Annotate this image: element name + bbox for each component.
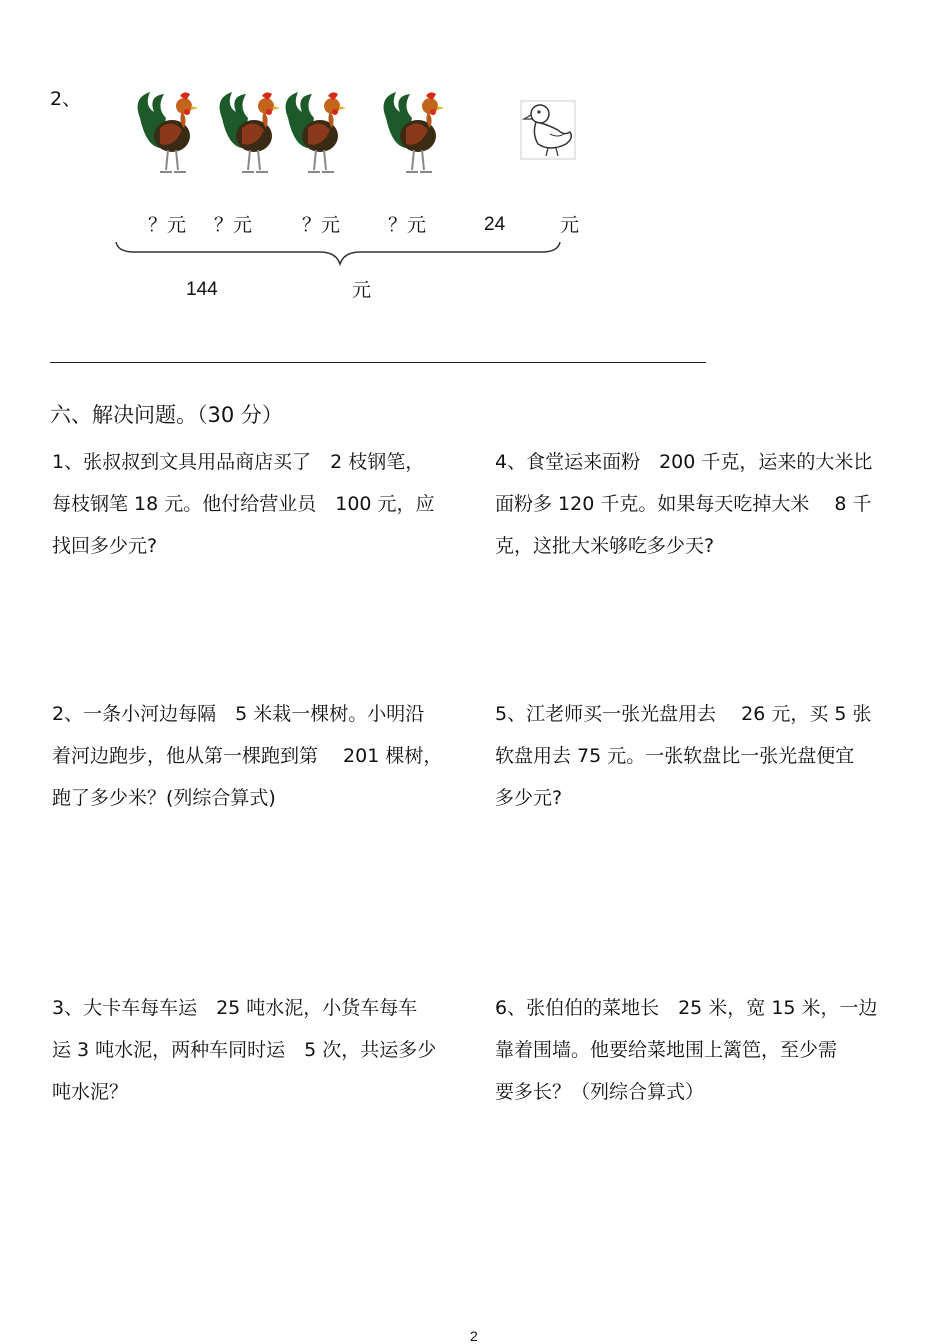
problem-line: 软盘用去 75 元。一张软盘比一张光盘便宜 [495, 745, 855, 767]
problem-number: 2、 [50, 88, 82, 110]
problem-line: 2、一条小河边每隔 5 米栽一棵树。小明沿 [52, 703, 425, 725]
problem-line: 着河边跑步，他从第一棵跑到第 201 棵树， [52, 745, 443, 767]
rooster-icon [376, 88, 448, 178]
answer-line [50, 362, 706, 363]
page-number: 2 [470, 1328, 478, 1344]
total-unit: 元 [352, 279, 372, 301]
problem-line: 1、张叔叔到文具用品商店买了 2 枝钢笔， [52, 451, 425, 473]
problem-line: 要多长？（列综合算式） [495, 1081, 705, 1103]
problem-line: 5、江老师买一张光盘用去 26 元，买 5 张 [495, 703, 872, 725]
word-problem-2 [52, 693, 462, 819]
duck-icon [520, 100, 576, 162]
rooster-price-label: ？元 [388, 214, 427, 236]
rooster-price-label: ？元 [214, 214, 253, 236]
problem-line: 面粉多 120 千克。如果每天吃掉大米 8 千 [495, 493, 872, 515]
problem-line: 找回多少元? [52, 535, 158, 557]
total-brace [114, 240, 564, 266]
section-title: 六、解决问题。（30 分） [50, 403, 283, 427]
problem-line: 每枝钢笔 18 元。他付给营业员 100 元，应 [52, 493, 435, 515]
rooster-icon [212, 88, 284, 178]
problem-line: 6、张伯伯的菜地长 25 米，宽 15 米，一边 [495, 997, 878, 1019]
word-problem-3 [52, 987, 462, 1113]
duck-price-unit: 元 [560, 214, 580, 236]
problem-line: 吨水泥？ [52, 1081, 129, 1103]
rooster-price-label: ？元 [148, 214, 187, 236]
word-problem-5 [495, 693, 905, 819]
rooster-icon [130, 88, 202, 178]
problem-line: 克，这批大米够吃多少天? [495, 535, 715, 557]
word-problem-6 [495, 987, 905, 1113]
total-value: 144 [186, 279, 218, 300]
problem-line: 运 3 吨水泥，两种车同时运 5 次，共运多少 [52, 1039, 437, 1061]
problem-line: 3、大卡车每车运 25 吨水泥，小货车每车 [52, 997, 418, 1019]
word-problem-1 [52, 441, 462, 567]
problem-line: 多少元? [495, 787, 563, 809]
problem-line: 4、食堂运来面粉 200 千克，运来的大米比 [495, 451, 873, 473]
problem-line: 靠着围墙。他要给菜地围上篱笆，至少需 [495, 1039, 838, 1061]
word-problem-4 [495, 441, 905, 567]
problem-line: 跑了多少米？(列综合算式) [52, 787, 276, 809]
duck-price-value: 24 [484, 214, 506, 235]
rooster-icon [278, 88, 350, 178]
rooster-price-label: ？元 [302, 214, 341, 236]
